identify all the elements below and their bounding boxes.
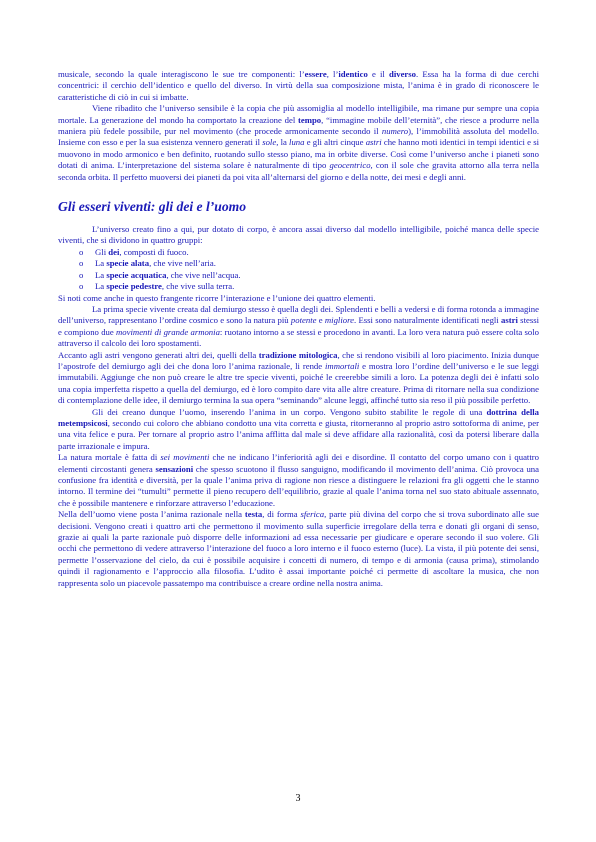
bold-term-tempo: tempo <box>297 114 322 125</box>
paragraph-soul-structure <box>58 69 539 103</box>
paragraph-mythological-gods <box>58 350 539 407</box>
bold-term-diverso: diverso <box>388 69 417 79</box>
text-run: La <box>95 281 107 292</box>
italic-term-movimenti: movimenti di grande armonia <box>116 326 220 337</box>
paragraph-elements-note <box>58 293 539 304</box>
paragraph-head-and-senses <box>58 509 539 589</box>
paragraph-human-creation <box>58 407 539 453</box>
text-run: ), l’immobilità assoluta del modello. Insieme con esso e per la sua esistenza vennero generati il <box>58 126 540 148</box>
text-run: e mostra loro l’ordine dell’universo e le sue leggi immutabili. Aggiunge che non può creare le altre tre specie viventi, poiché le creerebbe simili a loro. La potenza degli dei è infatti solo una copia imperfetta rispetto a quella del demiurgo, ed è loro compito dare vita alle altre creature. Prima di ritornare nella sua condizione di contemplazione delle idee, il demiurgo termina la sua opera “seminando” alcune leggi, affinché tutto sia reso il più possibile perfetto. <box>58 360 539 406</box>
bullet-icon: o <box>79 269 84 280</box>
italic-term-astri: astri <box>365 137 382 148</box>
paragraph-gods <box>58 304 539 350</box>
paragraph-time-and-planets <box>58 103 539 183</box>
text-run: , la <box>276 137 290 148</box>
list-item <box>79 247 539 258</box>
bold-term: dei <box>108 246 120 257</box>
text-run: , “immagine mobile dell’eternità”, che riesce a produrre nella maniera più fedele possibile, pur nel movimento (che procede armonicamente secondo il <box>58 114 539 137</box>
text-run: musicale, secondo la quale interagiscono le sue tre componenti: l’ <box>58 69 305 79</box>
text-run: L’universo creato fino a qui, pur dotato di corpo, è ancora assai diverso dal modello intelligibile, poiché manca delle specie viventi, che si dividono in quattro gruppi: <box>58 224 539 246</box>
section-heading: Gli esseri viventi: gli dei e l’uomo <box>58 199 247 215</box>
text-run: La <box>95 269 107 280</box>
text-run: , che vive sulla terra. <box>161 281 235 292</box>
italic-term-sei-movimenti: sei movimenti <box>160 452 210 463</box>
text-run: , composti di fuoco. <box>119 246 189 257</box>
text-run: e <box>316 315 325 326</box>
text-run: Si noti come anche in questo frangente ricorre l’interazione e l’unione dei quattro elementi. <box>58 292 376 303</box>
text-run: e il <box>367 69 389 79</box>
page-content <box>58 69 539 589</box>
bold-term: specie alata <box>106 258 150 269</box>
italic-term-sferica: sferica <box>300 509 325 520</box>
text-run: stessi e compiono due <box>58 315 540 337</box>
text-run: che ne indicano l’inferiorità agli dei e disordine. Il contatto del corpo umano con i quattro elementi circostanti genera <box>58 452 539 474</box>
italic-term-immortali: immortali <box>325 360 360 371</box>
text-run: , con il sole che gravita attorno alla terra nella seconda orbita. Il perfetto muoversi dei pianeti da poi vita all’alternarsi del giorno e della notte, dei mesi e degli anni. <box>58 160 540 182</box>
text-run: La <box>95 258 107 269</box>
italic-term-numero: numero <box>381 126 409 137</box>
paragraph-living-species-intro <box>58 224 539 247</box>
text-run: , che vive nell’aria. <box>149 258 216 269</box>
bullet-icon: o <box>79 246 84 257</box>
bullet-icon: o <box>79 258 84 269</box>
text-run: , parte più divina del corpo che si trova subordinato alle sue decisioni. Vengono creati i quattro arti che permettono il movimento sulla superficie irregolare della terra e donati gli organi di senso, grazie ai quali la parte razionale può disporre delle informazioni ad essa necessarie per giudicare e operare secondo il suo volere. Gli occhi che permettono di vedere attraverso l’interazione del fuoco a loro interno e il fuoco esterno (luce). La vista, il più potente dei sensi, permette l’osservazione del cielo, da cui è possibile acquisire i concetti di numero, di tempo e di armonia (causa prima), stimolando quindi il ragionamento e l’approccio alla filosofia. L’udito è assai importante poiché ci permette di ascoltare la musica, che non rappresenta solo un piacevole passatempo ma contribuisce a creare ordine nella nostra anima. <box>58 509 539 588</box>
text-run: Gli <box>95 246 109 257</box>
italic-term-potente: potente <box>290 315 317 326</box>
text-run: Accanto agli astri vengono generati altri dei, quelli della <box>58 349 259 360</box>
text-run: . Essi sono naturalmente identificati negli <box>354 315 502 326</box>
bold-term-essere: essere <box>304 69 327 79</box>
italic-term-geocentrico: geocentrico <box>329 160 371 171</box>
text-run: . Essa ha la forma di due cerchi concentrici: il cerchio dell’identico e quello del diverso. In virtù della sua composizione mista, l’anima è in grado di riconoscere le caratteristiche di ciò in cui si imbatte. <box>58 69 540 102</box>
list-item <box>79 270 539 281</box>
bold-term-identico: identico <box>338 69 368 79</box>
italic-term-sole: sole <box>262 137 277 148</box>
text-run: : ruotano intorno a se stessi e procedono in avanti. La loro vera natura può essere colta solo attraverso il calcolo dei loro spostamenti. <box>58 326 539 349</box>
bold-term-astri: astri <box>501 315 518 326</box>
text-run: Viene ribadito che l’universo sensibile è la copia che più assomiglia al modello intelligibile, ma rimane pur sempre una copia mortale. La generazione del mondo ha comportato la creazione del <box>58 103 539 125</box>
list-item <box>79 258 539 269</box>
bold-term: specie pedestre <box>106 281 162 292</box>
text-run: che hanno moti identici in tempi identici e si muovono in modo armonico e ben definito, ruotando sullo stesso piano, ma in orbite diverse. Così come l’universo anche i pianeti sono dotati di anima. L’interpretazione del sistema solare è naturalmente di tipo <box>58 137 539 171</box>
paragraph-mortal-nature <box>58 452 539 509</box>
text-run: La natura mortale è fatta di <box>58 452 161 463</box>
text-run: , secondo cui coloro che abbiano condotto una vita corretta e giusta, ritorneranno al proprio astro sottoforma di anime, per una vita felice e pura. Per tornare al proprio astro l’anima afflitta dal male si deve affidare alla razionalità, così da potersi liberare dalla parte irrazionale e impura. <box>58 417 539 451</box>
text-run: e gli altri cinque <box>304 137 366 148</box>
bullet-icon: o <box>79 281 84 292</box>
bold-term-metempsicosi: dottrina della metempsicosi <box>58 406 539 428</box>
text-run: La prima specie vivente creata dal demiurgo stesso è quella degli dei. Splendenti e belli a vedersi e di forma rotonda a immagine dell’universo, rappresentano l’ordine cosmico e sono la natura più <box>58 303 539 326</box>
text-run: , l’ <box>326 69 339 79</box>
list-item <box>79 281 539 292</box>
italic-term-luna: luna <box>289 137 305 148</box>
text-run: che spesso scuotono il flusso sanguigno, modificando il movimento dell’anima. Ciò provoca una confusione fra identità e diversità, per la quale l’anima priva di ragione non riesce a distinguere le relazioni fra gli oggetti che le stanno intorno. Il termine dei “tumulti” permette il pieno recupero dell’equilibrio, grazie al quale l’anima torna nel suo stato abituale assennato, che è possibile mantenere e rinforzare attraverso l’educazione. <box>58 463 540 508</box>
page-number: 3 <box>295 793 301 804</box>
bold-term-testa: testa <box>244 509 263 520</box>
text-run: , che vive nell’acqua. <box>166 269 241 280</box>
text-run: , di forma <box>262 509 301 520</box>
text-run: , che si rendono visibili al loro piacimento. Inizia dunque l’apostrofe del demiurgo agli dei che dona loro l’anima razionale, li rende <box>58 349 539 371</box>
species-list <box>58 247 539 293</box>
text-run: Nella dell’uomo viene posta l’anima razionale nella <box>58 509 245 520</box>
italic-term-migliore: migliore <box>324 315 355 326</box>
bold-term: specie acquatica <box>106 269 167 280</box>
text-run: Gli dei creano dunque l’uomo, inserendo l’anima in un corpo. Vengono subito stabilite le regole di una <box>92 406 487 417</box>
bold-term-tradizione: tradizione mitologica <box>258 349 338 360</box>
bold-term-sensazioni: sensazioni <box>155 463 194 474</box>
